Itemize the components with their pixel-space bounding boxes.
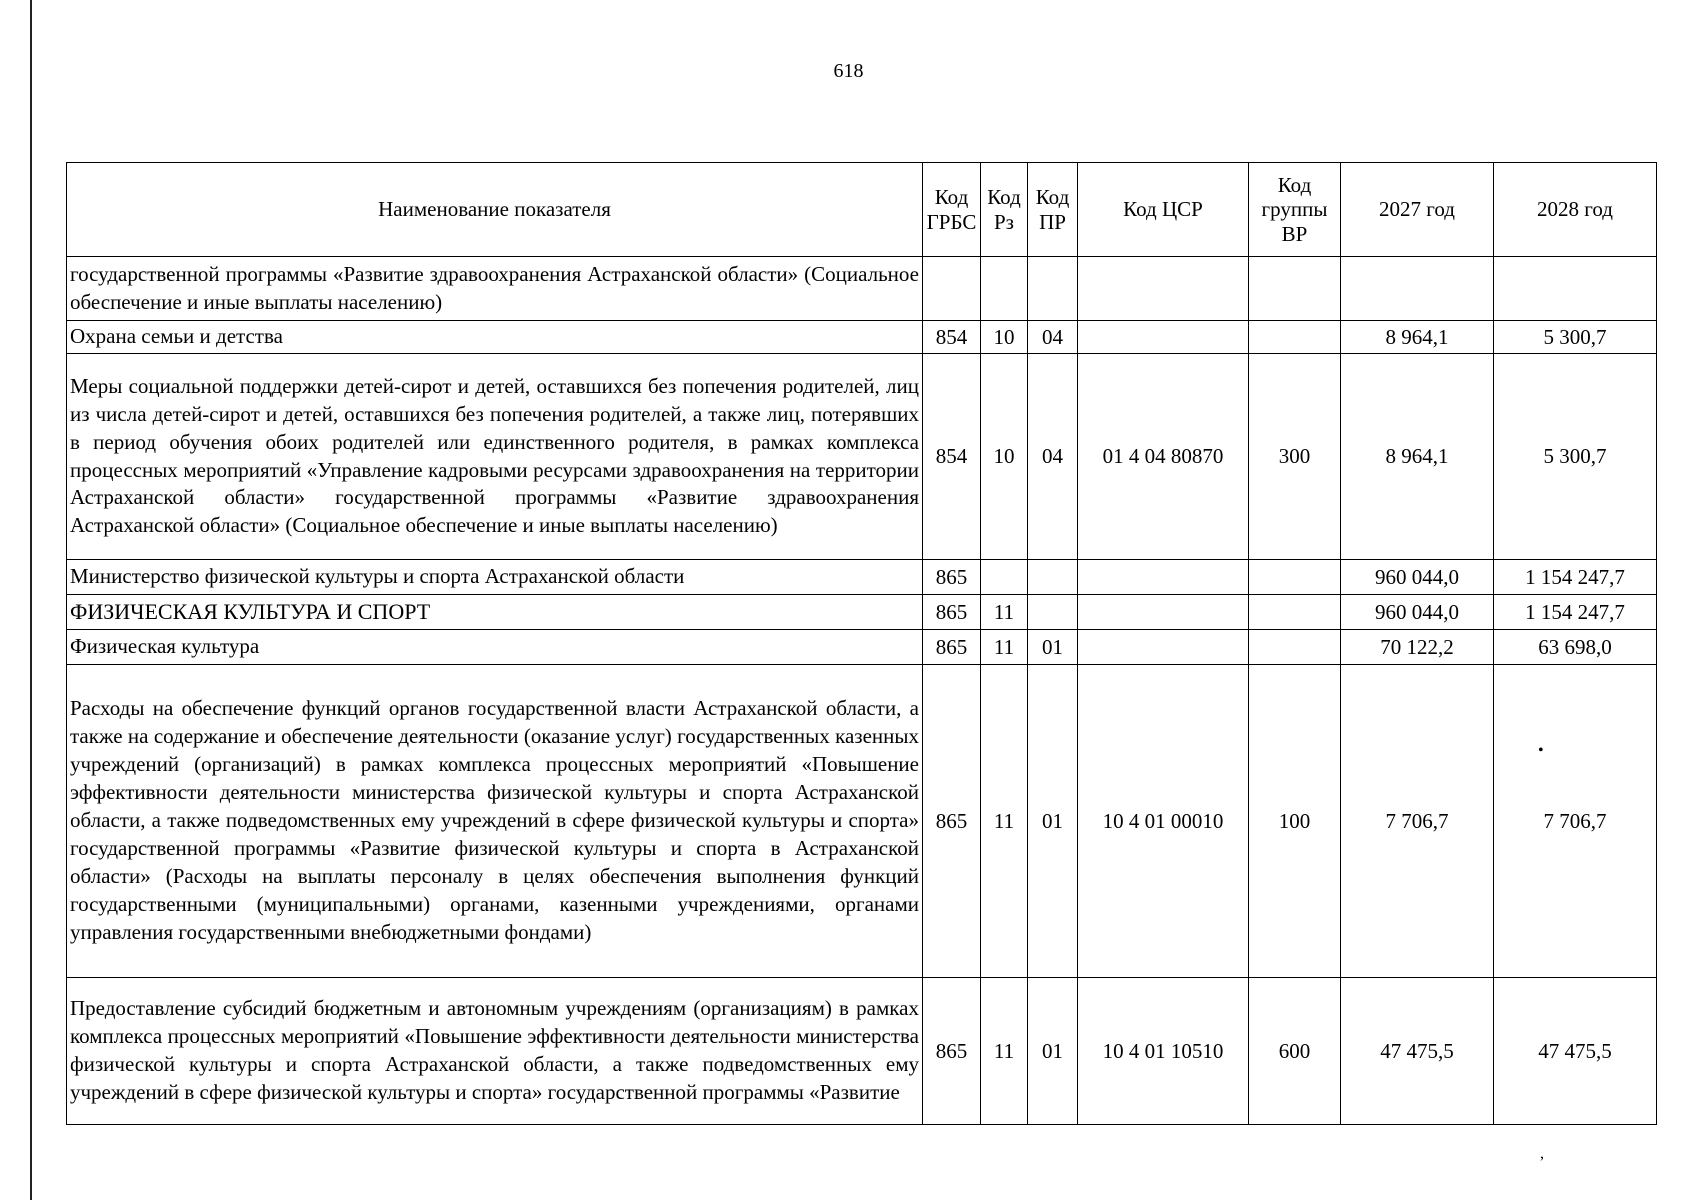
row-pr: 04 [1028,354,1078,560]
row-grbs: 865 [923,665,981,978]
scan-speck: • [1538,742,1544,759]
row-pr: 01 [1028,630,1078,665]
row-2027: 7 706,7 [1341,665,1494,978]
row-csr [1078,321,1249,354]
row-grbs: 854 [923,354,981,560]
header-2028: 2028 год [1494,163,1657,257]
table-row [67,978,1657,1125]
row-2027 [1341,257,1494,321]
row-grbs [923,257,981,321]
row-2028: 1 154 247,7 [1494,595,1657,630]
row-2028 [1494,257,1657,321]
table-row [67,630,1657,665]
row-vr: 100 [1249,665,1341,978]
row-grbs: 865 [923,630,981,665]
row-name: Меры социальной поддержки детей-сирот и детей, оставшихся без попечения родителей, лиц из числа детей-сирот и детей, оставшихся без попечения родителей, а также лиц, потерявших в период обучения обоих родителей или единственного родителя, в рамках комплекса процессных мероприятий «Управление кадровыми ресурсами здравоохранения на территории Астраханской области» государственной программы «Развитие здравоохранения Астраханской области» (Социальное обеспечение и иные выплаты населению) [67,354,923,560]
row-pr: 01 [1028,978,1078,1125]
row-2028: 5 300,7 [1494,354,1657,560]
row-csr [1078,257,1249,321]
row-pr: 04 [1028,321,1078,354]
row-rz [981,560,1028,595]
row-vr [1249,560,1341,595]
row-name: государственной программы «Развитие здравоохранения Астраханской области» (Социальное обеспечение и иные выплаты населению) [67,257,923,321]
row-2028: 1 154 247,7 [1494,560,1657,595]
row-pr [1028,595,1078,630]
table-row [67,354,1657,560]
row-2028: 5 300,7 [1494,321,1657,354]
row-csr [1078,595,1249,630]
row-csr [1078,560,1249,595]
row-2027: 8 964,1 [1341,354,1494,560]
header-rz: Код Рз [981,163,1028,257]
row-rz: 11 [981,665,1028,978]
binding-edge-line [30,0,32,1200]
row-name: Расходы на обеспечение функций органов государственной власти Астраханской области, а также на содержание и обеспечение деятельности (оказание услуг) государственных казенных учреждений (организаций) в рамках комплекса процессных мероприятий «Повышение эффективности деятельности министерства физической культуры и спорта Астраханской области, а также подведомственных ему учреждений в сфере физической культуры и спорта» государственной программы «Развитие физической культуры и спорта в Астраханской области» (Расходы на выплаты персоналу в целях обеспечения выполнения функций государственными (муниципальными) органами, казенными учреждениями, органами управления государственными внебюджетными фондами) [67,665,923,978]
row-csr: 01 4 04 80870 [1078,354,1249,560]
row-rz [981,257,1028,321]
row-2027: 960 044,0 [1341,595,1494,630]
row-name: Охрана семьи и детства [67,321,923,354]
row-2027: 70 122,2 [1341,630,1494,665]
row-name: Предоставление субсидий бюджетным и автономным учреждениям (организациям) в рамках комплекса процессных мероприятий «Повышение эффективности деятельности министерства физической культуры и спорта Астраханской области, а также подведомственных ему учреждений в сфере физической культуры и спорта» государственной программы «Развитие [67,978,923,1125]
header-pr: Код ПР [1028,163,1078,257]
row-csr: 10 4 01 10510 [1078,978,1249,1125]
row-vr [1249,257,1341,321]
row-pr: 01 [1028,665,1078,978]
row-rz: 11 [981,978,1028,1125]
table-row [67,595,1657,630]
row-pr [1028,560,1078,595]
row-2027: 960 044,0 [1341,560,1494,595]
budget-table [66,162,1657,1125]
row-2028: 7 706,7 [1494,665,1657,978]
header-grbs: Код ГРБС [923,163,981,257]
row-2027: 47 475,5 [1341,978,1494,1125]
row-name: ФИЗИЧЕСКАЯ КУЛЬТУРА И СПОРТ [67,595,923,630]
row-rz: 10 [981,354,1028,560]
page-number: 618 [833,60,864,82]
row-grbs: 865 [923,595,981,630]
row-grbs: 854 [923,321,981,354]
row-name: Министерство физической культуры и спорта Астраханской области [67,560,923,595]
row-pr [1028,257,1078,321]
row-vr: 300 [1249,354,1341,560]
row-grbs: 865 [923,560,981,595]
header-vr: Код группы ВР [1249,163,1341,257]
row-rz: 11 [981,595,1028,630]
header-row [67,163,1657,257]
row-rz: 11 [981,630,1028,665]
header-csr: Код ЦСР [1078,163,1249,257]
table-row [67,257,1657,321]
table-row [67,321,1657,354]
scan-speck: , [1540,1145,1544,1162]
header-2027: 2027 год [1341,163,1494,257]
table-row [67,665,1657,978]
row-vr [1249,630,1341,665]
row-grbs: 865 [923,978,981,1125]
table-row [67,560,1657,595]
row-vr [1249,321,1341,354]
row-vr: 600 [1249,978,1341,1125]
row-2028: 47 475,5 [1494,978,1657,1125]
header-name: Наименование показателя [67,163,923,257]
row-vr [1249,595,1341,630]
row-rz: 10 [981,321,1028,354]
row-csr [1078,630,1249,665]
row-csr: 10 4 01 00010 [1078,665,1249,978]
row-name: Физическая культура [67,630,923,665]
row-2027: 8 964,1 [1341,321,1494,354]
row-2028: 63 698,0 [1494,630,1657,665]
